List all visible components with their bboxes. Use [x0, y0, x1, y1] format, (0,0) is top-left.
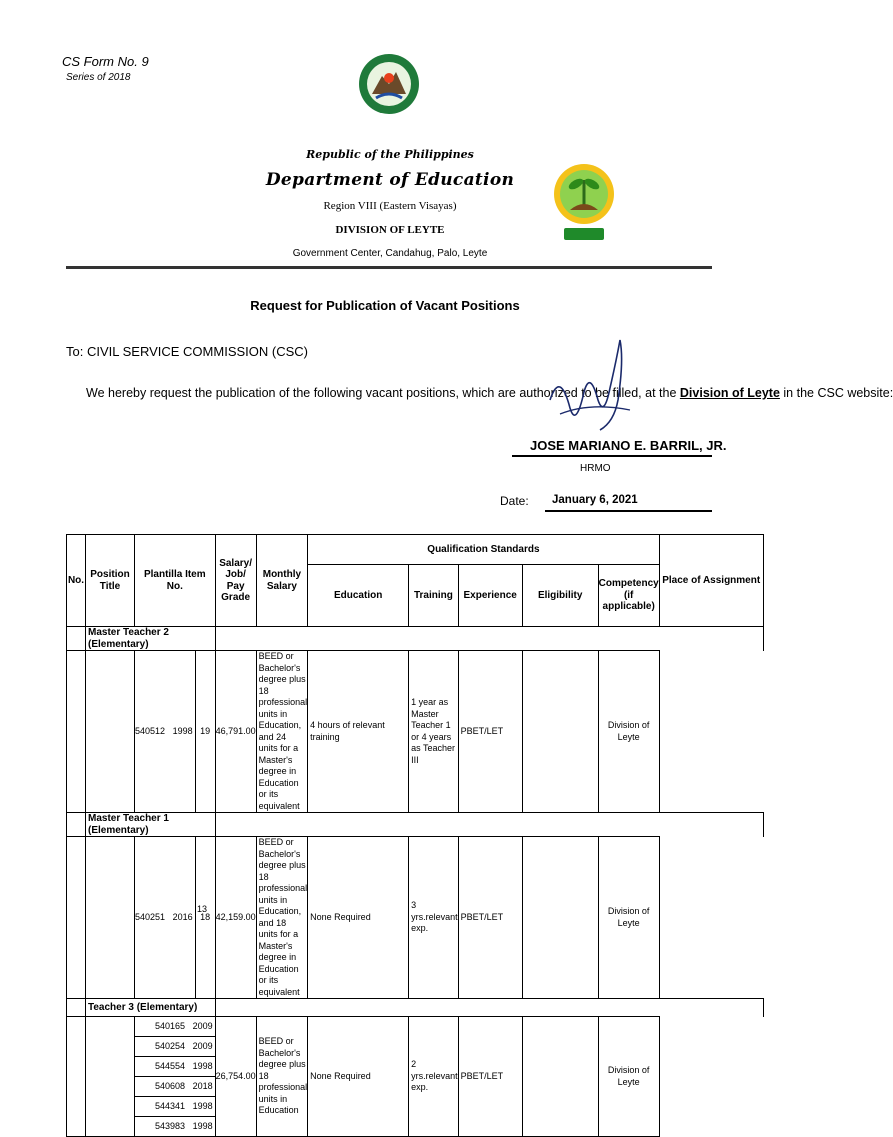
signer-title: HRMO: [580, 463, 611, 474]
plantilla-item: 540165 2009: [135, 1017, 216, 1037]
monthly-salary-cell: 26,754.00: [215, 1017, 256, 1137]
vacant-positions-table: [66, 534, 764, 1137]
header-competency: Competency (if applicable): [598, 565, 659, 627]
header-plantilla: Plantilla Item No.: [135, 535, 216, 627]
training-cell: None Required: [308, 837, 409, 999]
experience-cell: 2 yrs.relevant exp.: [409, 1017, 459, 1137]
group-position-title: Master Teacher 2 (Elementary): [86, 627, 216, 651]
date-value: January 6, 2021: [552, 494, 638, 506]
signer-name: JOSE MARIANO E. BARRIL, JR.: [530, 438, 727, 453]
request-text-suffix: in the CSC website:: [783, 386, 893, 400]
eligibility-cell: PBET/LET: [458, 1017, 522, 1137]
competency-cell: [522, 837, 598, 999]
place-of-assignment-cell: Division of Leyte: [598, 1017, 659, 1137]
form-series: Series of 2018: [66, 72, 131, 83]
plantilla-item: 540608 2018: [135, 1077, 216, 1097]
training-cell: 4 hours of relevant training: [308, 651, 409, 813]
place-of-assignment-cell: Division of Leyte: [598, 837, 659, 999]
header-place-of-assignment: Place of Assignment: [659, 535, 763, 627]
education-cell: BEED or Bachelor's degree plus 18 professional units in Education: [256, 1017, 308, 1137]
header-eligibility: Eligibility: [522, 565, 598, 627]
plantilla-item: 540251 2016: [135, 837, 196, 999]
request-statement: [86, 386, 893, 400]
header-no: No.: [67, 535, 86, 627]
plantilla-item: 543983 1998: [135, 1117, 216, 1137]
competency-cell: [522, 1017, 598, 1137]
region-heading: Region VIII (Eastern Visayas): [323, 200, 457, 212]
department-heading: Department of Education: [265, 170, 515, 190]
salary-grade-cell: 18: [195, 837, 215, 999]
header-divider: [66, 266, 712, 269]
request-division: Division of Leyte: [679, 386, 780, 400]
group-position-title: Teacher 3 (Elementary): [86, 999, 216, 1017]
experience-cell: 3 yrs.relevant exp.: [409, 837, 459, 999]
plantilla-item: 544554 1998: [135, 1057, 216, 1077]
form-number: CS Form No. 9: [62, 54, 149, 69]
date-underline: [545, 510, 712, 512]
competency-cell: [522, 651, 598, 813]
monthly-salary-cell: 42,159.00: [215, 837, 256, 999]
experience-cell: 1 year as Master Teacher 1 or 4 years as Teacher III: [409, 651, 459, 813]
republic-heading: Republic of the Philippines: [306, 148, 474, 161]
header-experience: Experience: [458, 565, 522, 627]
education-cell: BEED or Bachelor's degree plus 18 professional units in Education, and 18 units for a Master's degree in Education or its equivalent: [256, 837, 308, 999]
office-address: Government Center, Candahug, Palo, Leyte: [292, 248, 488, 259]
seeding-program-logo: [552, 150, 616, 254]
training-cell: None Required: [308, 1017, 409, 1137]
header-education: Education: [308, 565, 409, 627]
division-heading: DIVISION OF LEYTE: [335, 224, 445, 236]
plantilla-item: 544341 1998: [135, 1097, 216, 1117]
eligibility-cell: PBET/LET: [458, 837, 522, 999]
signature-line: [512, 455, 712, 457]
handwritten-signature: [520, 330, 640, 440]
header-qualification-standards: Qualification Standards: [308, 535, 660, 565]
date-label: Date:: [500, 494, 529, 508]
eligibility-cell: PBET/LET: [458, 651, 522, 813]
document-title: Request for Publication of Vacant Positions: [250, 298, 520, 313]
plantilla-item: 540254 2009: [135, 1037, 216, 1057]
teacher3-grade: 13: [197, 904, 208, 914]
group-position-title: Master Teacher 1 (Elementary): [86, 813, 216, 837]
place-of-assignment-cell: Division of Leyte: [598, 651, 659, 813]
addressee-line: To: CIVIL SERVICE COMMISSION (CSC): [66, 344, 308, 359]
education-cell: BEED or Bachelor's degree plus 18 professional units in Education, and 24 units for a Master's degree in Education or its equivalent: [256, 651, 308, 813]
request-text-prefix: We hereby request the publication of the following vacant positions, which are authorized to be filled, at the: [86, 386, 677, 400]
header-training: Training: [409, 565, 459, 627]
deped-seal-logo: [358, 50, 420, 140]
header-position-title: Position Title: [86, 535, 135, 627]
header-monthly-salary: Monthly Salary: [256, 535, 308, 627]
monthly-salary-cell: 46,791.00: [215, 651, 256, 813]
plantilla-item: 540512 1998: [135, 651, 196, 813]
header-salary-grade: Salary/ Job/ Pay Grade: [215, 535, 256, 627]
salary-grade-cell: 19: [195, 651, 215, 813]
